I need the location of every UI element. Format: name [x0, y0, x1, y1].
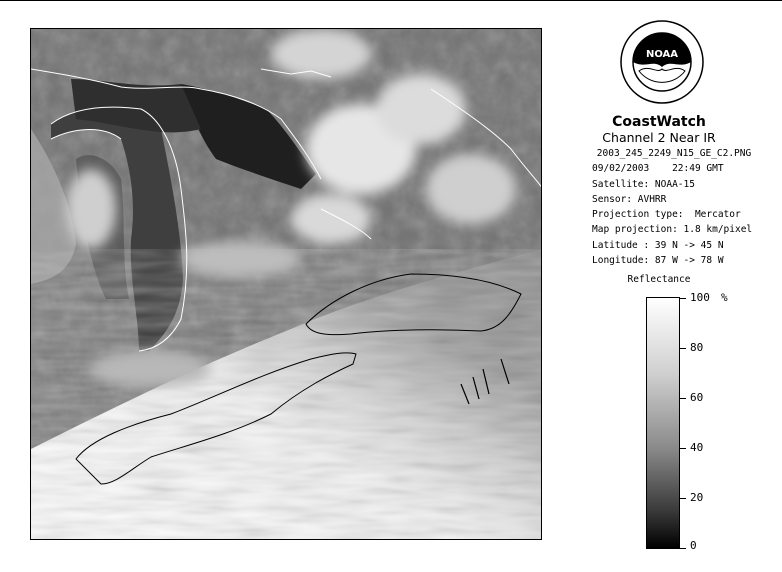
satellite-scene: [31, 29, 542, 540]
top-border: [0, 0, 782, 1]
satellite-image: [30, 28, 542, 540]
satellite: Satellite: NOAA-15: [592, 178, 695, 190]
colorbar-tick: [680, 548, 686, 549]
colorbar-unit: %: [721, 291, 728, 304]
colorbar-tick: [680, 498, 686, 499]
date-time: 09/02/2003 22:49 GMT: [592, 163, 724, 175]
colorbar-tick-label: 60: [690, 391, 704, 404]
filename: 2003_245_2249_N15_GE_C2.PNG: [596, 148, 752, 159]
svg-text:NOAA: NOAA: [645, 49, 679, 60]
colorbar-tick: [680, 398, 686, 399]
product-title: CoastWatch: [612, 114, 706, 130]
map-projection: Map projection: 1.8 km/pixel: [592, 224, 753, 236]
colorbar-tick-label: 100: [690, 291, 710, 304]
colorbar-tick-label: 0: [690, 539, 697, 552]
colorbar-tick-label: 20: [690, 491, 704, 504]
projection-type: Projection type: Mercator: [592, 209, 741, 221]
colorbar-label: Reflectance: [627, 274, 691, 285]
colorbar-tick: [680, 348, 686, 349]
noaa-logo: [619, 19, 705, 105]
colorbar-tick: [680, 298, 686, 299]
noaa-seal: [619, 19, 705, 105]
colorbar-tick-label: 40: [690, 441, 704, 454]
channel-subtitle: Channel 2 Near IR: [602, 130, 716, 145]
colorbar-tick: [680, 448, 686, 449]
metadata-block: [570, 146, 780, 268]
longitude-range: Longitude: 87 W -> 78 W: [592, 255, 724, 267]
colorbar-tick-label: 80: [690, 341, 704, 354]
colorbar: [646, 297, 680, 549]
sensor: Sensor: AVHRR: [592, 193, 667, 205]
latitude-range: Latitude : 39 N -> 45 N: [592, 239, 724, 251]
